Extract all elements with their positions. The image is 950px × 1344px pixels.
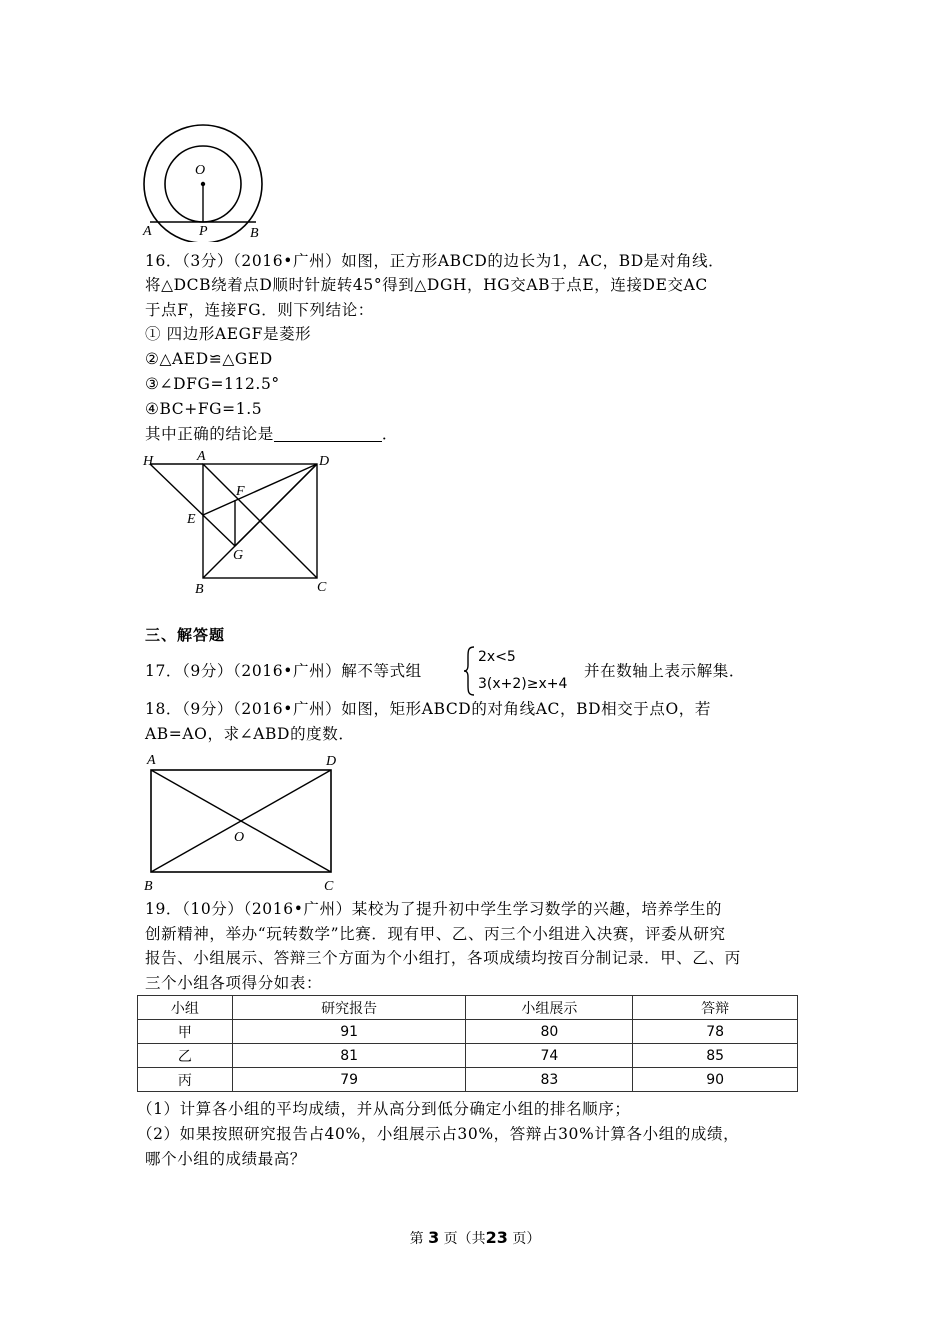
q16-conclusion-3: ③∠DFG=112.5° [145,375,280,393]
q19-line-4: 三个小组各项得分如表： [145,974,323,992]
footer-page-number: 3 [428,1228,440,1247]
left-brace-icon [462,645,476,697]
q17-inequality-system [462,645,590,697]
table-header-cell: 小组展示 [466,996,633,1020]
fig16-segment-gd [235,464,317,546]
table-cell: 79 [232,1068,466,1092]
table-cell: 78 [633,1020,798,1044]
table-header-cell: 研究报告 [232,996,466,1020]
q17-suffix: 并在数轴上表示解集． [584,662,746,680]
table-header-cell: 答辩 [633,996,798,1020]
q16-answer-blank [274,425,382,442]
table-cell: 81 [232,1044,466,1068]
page-footer [0,1228,950,1248]
fig15-concentric-circles [138,124,270,242]
q19-score-table [137,995,798,1092]
fig15-label-o: O [195,163,206,178]
fig18-label-b: B [144,879,153,894]
footer-mid: 页（共 [443,1231,486,1247]
fig15-label-a: A [143,224,152,239]
q18-line-2: AB=AO，求∠ABD的度数． [145,725,355,743]
fig16-label-f: F [236,484,245,499]
fig16-segment-hg [150,464,235,546]
section3-heading: 三、解答题 [145,626,226,644]
table-cell: 乙 [138,1044,233,1068]
table-row [138,1044,798,1068]
fig16-label-c: C [317,580,327,595]
q19-line-3: 报告、小组展示、答辩三个方面为个小组打，各项成绩均按百分制记录．甲、乙、丙 [145,949,741,967]
table-cell: 91 [232,1020,466,1044]
q16-conclusion-2: ②△AED≌△GED [145,350,273,368]
table-cell: 83 [466,1068,633,1092]
q16-answer-prefix: 其中正确的结论是 [145,425,274,443]
table-header-row [138,996,798,1020]
fig18-label-o: O [234,830,245,845]
q16-conclusion-1: ① 四边形AEGF是菱形 [145,325,312,343]
fig15-label-b: B [250,226,259,241]
footer-post: 页） [512,1231,541,1247]
fig16-label-b: B [195,582,204,597]
q17-inequality-1: 2x<5 [478,649,516,665]
table-cell: 74 [466,1044,633,1068]
table-cell: 90 [633,1068,798,1092]
table-cell: 甲 [138,1020,233,1044]
fig18-label-c: C [324,879,334,894]
footer-pre: 第 [409,1231,424,1247]
q16-line-1: 16．（3分）（2016•广州）如图，正方形ABCD的边长为1，AC，BD是对角线． [145,252,725,270]
q16-line-3: 于点F，连接FG．则下列结论： [145,301,374,319]
q16-answer-line [145,422,815,446]
q16-conclusion-4: ④BC+FG=1.5 [145,400,263,418]
fig15-center-dot [201,182,205,186]
q19-subquestion-2-line-2: 哪个小组的成绩最高？ [145,1150,307,1168]
table-row [138,1068,798,1092]
q17-prefix: 17．（9分）（2016•广州）解不等式组 [145,662,422,680]
q19-line-1: 19．（10分）（2016•广州）某校为了提升初中学生学习数学的兴趣，培养学生的 [145,900,723,918]
fig18-rectangle-diagonals [138,750,348,896]
fig16-label-g: G [233,548,244,563]
footer-total-pages: 23 [485,1228,508,1247]
table-cell: 85 [633,1044,798,1068]
q17-inequality-2: 3(x+2)≥x+4 [478,676,568,692]
fig16-square-rotation [138,448,338,600]
fig16-label-d: D [319,454,330,469]
fig16-label-h: H [143,454,154,469]
table-header-cell: 小组 [138,996,233,1020]
q19-line-2: 创新精神，举办“玩转数学”比赛．现有甲、乙、丙三个小组进入决赛，评委从研究 [145,925,726,943]
fig18-label-d: D [326,754,337,769]
q19-subquestion-1: （1）计算各小组的平均成绩，并从高分到低分确定小组的排名顺序； [137,1100,631,1118]
fig16-segment-ed [203,464,317,515]
q18-line-1: 18．（9分）（2016•广州）如图，矩形ABCD的对角线AC，BD相交于点O，若 [145,700,712,718]
q16-answer-suffix: ． [381,425,398,443]
q16-line-2: 将△DCB绕着点D顺时针旋转45°得到△DGH，HG交AB于点E，连接DE交AC [145,276,708,294]
table-row [138,1020,798,1044]
fig16-label-a: A [197,449,206,464]
fig16-label-e: E [187,512,196,527]
table-cell: 丙 [138,1068,233,1092]
table-cell: 80 [466,1020,633,1044]
fig18-label-a: A [147,753,156,768]
q19-subquestion-2-line-1: （2）如果按照研究报告占40%，小组展示占30%，答辩占30%计算各小组的成绩， [137,1125,740,1143]
fig15-label-p: P [199,224,208,239]
